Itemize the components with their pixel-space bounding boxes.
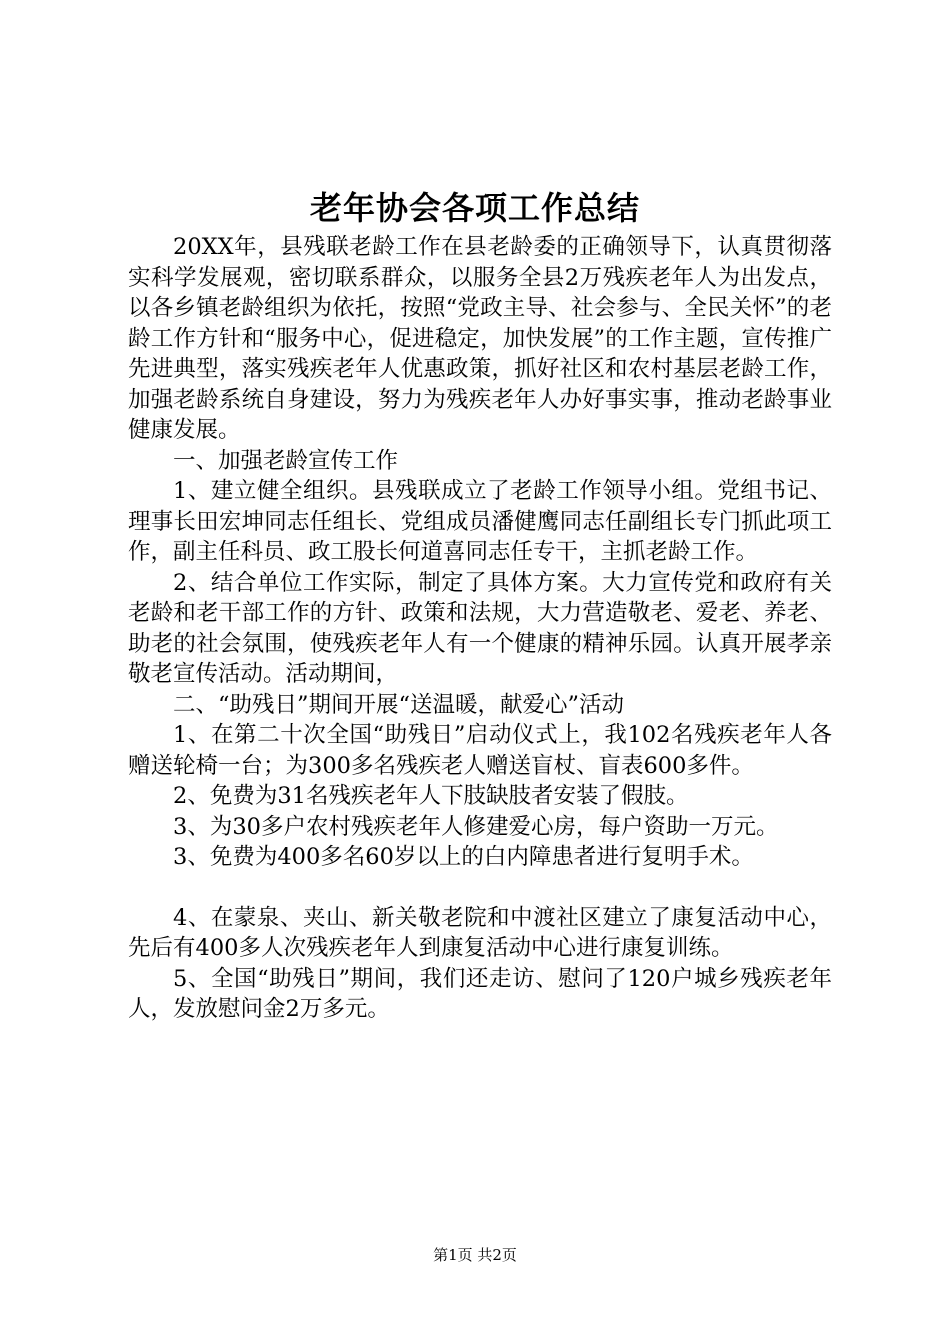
intro-paragraph: 20XX年，县残联老龄工作在县老龄委的正确领导下，认真贯彻落实科学发展观，密切联系群众，以服务全县2万残疾老年人为出发点，以各乡镇老龄组织为依托，按照“党政主导、社会参与、全民关怀”的老龄工作方针和“服务中心，促进稳定，加快发展”的工作主题，宣传推广先进典型，落实残疾老年人优惠政策，抓好社区和农村基层老龄工作，加强老龄系统自身建设，努力为残疾老年人办好事实事，推动老龄事业健康发展。 [128,234,832,443]
paragraph-2-1: 1、在第二十次全国“助残日”启动仪式上，我102名残疾老年人各赠送轮椅一台；为300多名残疾老人赠送盲杖、盲表600多件。 [128,722,832,779]
paragraph-1-1: 1、建立健全组织。县残联成立了老龄工作领导小组。党组书记、理事长田宏坤同志任组长、党组成员潘健鹰同志任副组长专门抓此项工作，副主任科员、政工股长何道喜同志任专干，主抓老龄工作。 [128,478,832,565]
paragraph-1-2: 2、结合单位工作实际，制定了具体方案。大力宣传党和政府有关老龄和老干部工作的方针、政策和法规，大力营造敬老、爱老、养老、助老的社会氛围，使残疾老年人有一个健康的精神乐园。认真开展孝亲敬老宣传活动。活动期间， [128,569,832,687]
page-footer: 第1页 共2页 [433,1246,517,1264]
paragraph-2-3b: 3、免费为400多名60岁以上的白内障患者进行复明手术。 [173,844,754,870]
section-heading-2: 二、“助残日”期间开展“送温暖，献爱心”活动 [173,691,625,718]
paragraph-2-5: 5、全国“助残日”期间，我们还走访、慰问了120户城乡残疾老年人，发放慰问金2万多元。 [128,965,832,1022]
paragraph-2-3: 3、为30多户农村残疾老年人修建爱心房，每户资助一万元。 [173,813,779,840]
paragraph-2-2: 2、免费为31名残疾老年人下肢缺肢者安装了假肢。 [173,783,689,809]
document-title: 老年协会各项工作总结 [309,189,640,227]
section-heading-1: 一、加强老龄宣传工作 [173,447,399,474]
document-body [128,232,832,1025]
paragraph-2-4: 4、在蒙泉、夹山、新关敬老院和中渡社区建立了康复活动中心，先后有400多人次残疾老年人到康复活动中心进行康复训练。 [128,904,832,961]
